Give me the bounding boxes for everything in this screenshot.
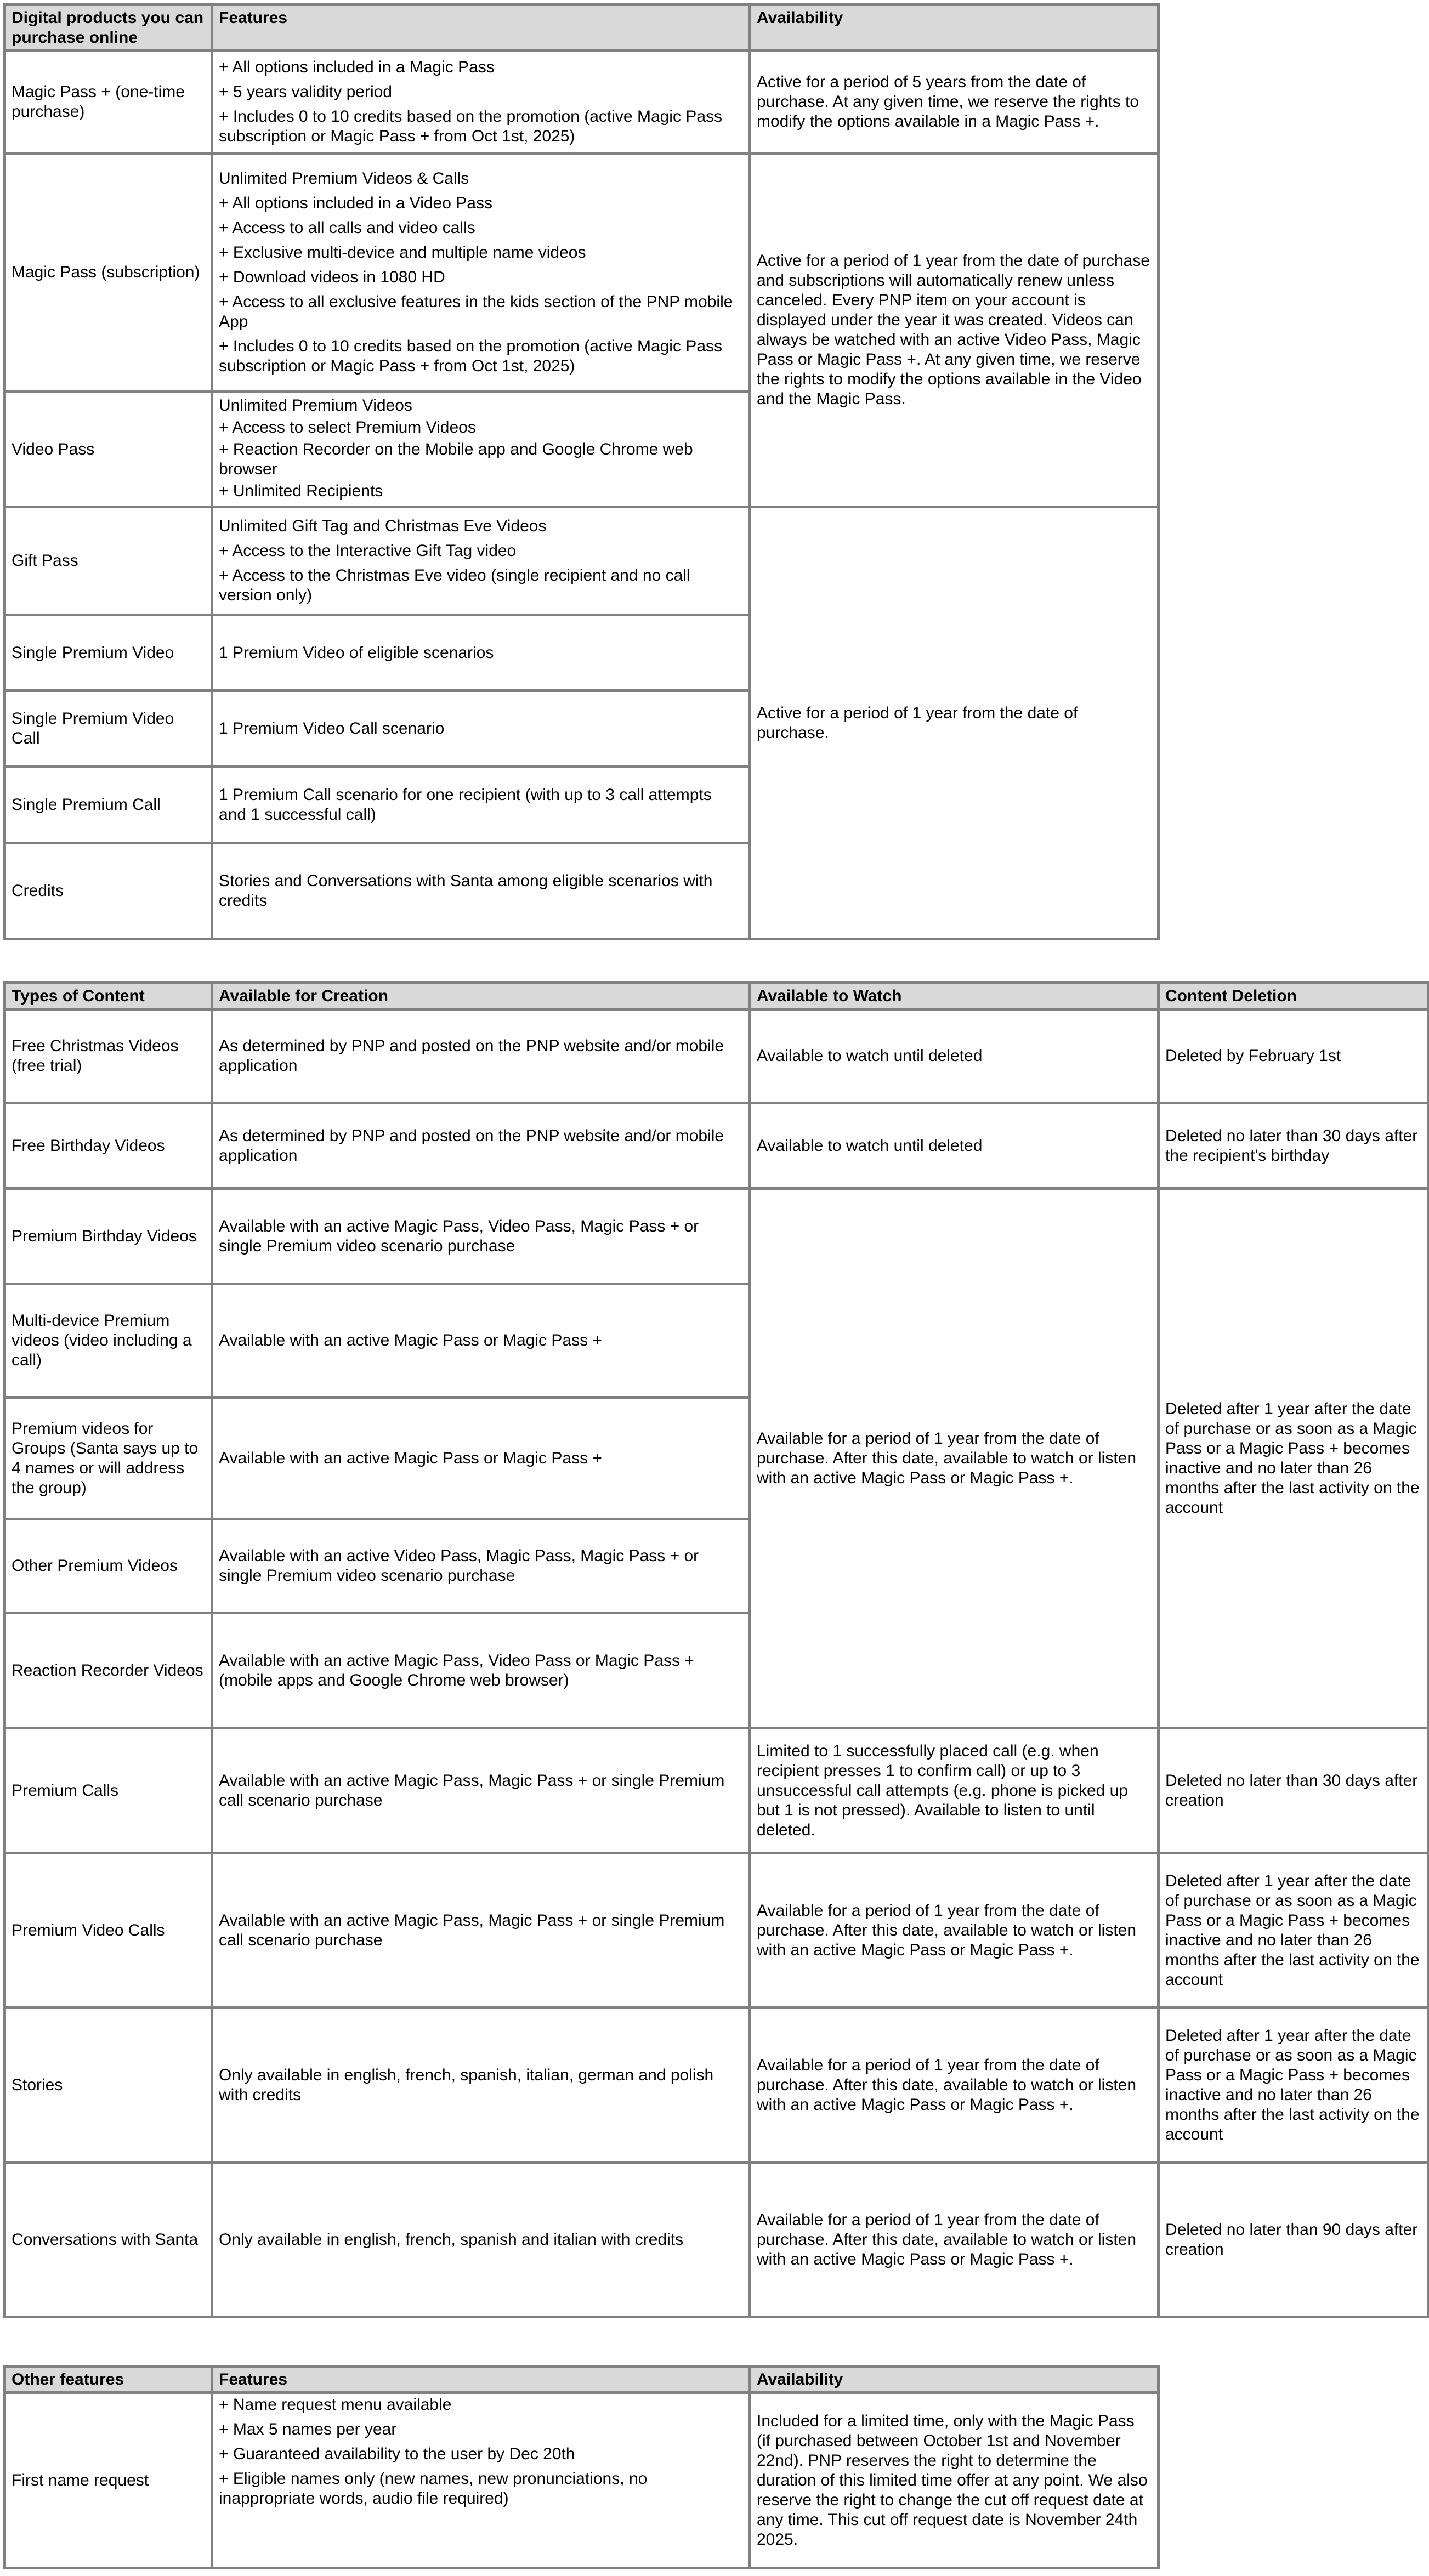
- watch-text: Available to watch until deleted: [750, 1103, 1159, 1189]
- creation-text: Available with an active Magic Pass, Magic Pass + or single Premium call scenario purchase: [212, 1853, 750, 2008]
- feature-item: Unlimited Premium Videos & Calls: [219, 169, 469, 188]
- feature-item: + Includes 0 to 10 credits based on the promotion (active Magic Pass subscription or Magic Pass + from Oct 1st, 2025): [219, 337, 723, 375]
- feature-text: 1 Premium Call scenario for one recipient (with up to 3 call attempts and 1 successful call): [212, 767, 750, 843]
- feature-list: [212, 50, 750, 154]
- feature-list: [212, 392, 750, 507]
- creation-text: As determined by PNP and posted on the PNP website and/or mobile application: [212, 1103, 750, 1189]
- deletion-text: Deleted after 1 year after the date of purchase or as soon as a Magic Pass or a Magic Pass + becomes inactive and no later than 26 months after the last activity on the account: [1159, 1853, 1428, 2008]
- deletion-text: Deleted no later than 30 days after the recipient's birthday: [1159, 1103, 1428, 1189]
- column-header-other-features: Other features: [5, 2367, 212, 2393]
- feature-list: [212, 154, 750, 392]
- feature-item: + Max 5 names per year: [219, 2420, 397, 2438]
- content-type: Stories: [5, 2008, 212, 2163]
- product-name: Single Premium Video Call: [5, 691, 212, 767]
- table-row: [5, 1103, 1428, 1189]
- product-name: Credits: [5, 843, 212, 939]
- feature-item: + Access to all calls and video calls: [219, 219, 475, 237]
- table-row: [5, 1853, 1428, 2008]
- content-type: Free Christmas Videos (free trial): [5, 1009, 212, 1103]
- watch-text: Available for a period of 1 year from the date of purchase. After this date, available to watch or listen with an active Magic Pass or Magic Pass +.: [750, 2008, 1159, 2163]
- content-type: Reaction Recorder Videos: [5, 1613, 212, 1728]
- table-row: [5, 2163, 1428, 2317]
- column-header-type: Types of Content: [5, 983, 212, 1009]
- deletion-text: Deleted after 1 year after the date of purchase or as soon as a Magic Pass or a Magic Pass + becomes inactive and no later than 26 months after the last activity on the account: [1159, 1189, 1428, 1728]
- feature-text: 1 Premium Video of eligible scenarios: [212, 615, 750, 691]
- content-type: Premium Calls: [5, 1728, 212, 1853]
- watch-text: Available for a period of 1 year from the date of purchase. After this date, available to watch or listen with an active Magic Pass or Magic Pass +.: [750, 1853, 1159, 2008]
- feature-text: Stories and Conversations with Santa among eligible scenarios with credits: [212, 843, 750, 939]
- creation-text: Available with an active Magic Pass or Magic Pass +: [212, 1398, 750, 1519]
- table-header-row: [5, 2367, 1159, 2393]
- content-type: Other Premium Videos: [5, 1519, 212, 1613]
- product-name: Video Pass: [5, 392, 212, 507]
- column-header-features: Features: [212, 2367, 750, 2393]
- content-type: Conversations with Santa: [5, 2163, 212, 2317]
- creation-text: Available with an active Magic Pass, Video Pass, Magic Pass + or single Premium video scenario purchase: [212, 1189, 750, 1284]
- digital-products-table: [3, 3, 1160, 940]
- creation-text: Available with an active Magic Pass or Magic Pass +: [212, 1284, 750, 1398]
- table-header-row: [5, 983, 1428, 1009]
- availability-text: Active for a period of 1 year from the date of purchase and subscriptions will automatically renew unless canceled. Every PNP item on your account is displayed under the year it was created. Videos can always be watched with an active Video Pass, Magic Pass or Magic Pass +. At any given time, we reserve the rights to modify the options available in the Video and the Magic Pass.: [750, 154, 1159, 507]
- feature-name: First name request: [5, 2393, 212, 2568]
- feature-item: + Name request menu available: [219, 2396, 452, 2414]
- table-row: [5, 507, 1159, 615]
- creation-text: As determined by PNP and posted on the PNP website and/or mobile application: [212, 1009, 750, 1103]
- product-name: Magic Pass + (one-time purchase): [5, 50, 212, 154]
- feature-text: 1 Premium Video Call scenario: [212, 691, 750, 767]
- table-row: [5, 1728, 1428, 1853]
- table-row: [5, 50, 1159, 154]
- availability-text: Active for a period of 5 years from the date of purchase. At any given time, we reserve the rights to modify the options available in a Magic Pass +.: [750, 50, 1159, 154]
- table-row: [5, 2008, 1428, 2163]
- feature-item: + 5 years validity period: [219, 82, 392, 101]
- feature-item: + Guaranteed availability to the user by Dec 20th: [219, 2445, 575, 2463]
- feature-item: + Download videos in 1080 HD: [219, 268, 445, 286]
- feature-list: [212, 507, 750, 615]
- column-header-features: Features: [212, 5, 750, 50]
- feature-item: + All options included in a Video Pass: [219, 194, 492, 212]
- creation-text: Available with an active Video Pass, Magic Pass, Magic Pass + or single Premium video scenario purchase: [212, 1519, 750, 1613]
- deletion-text: Deleted no later than 90 days after creation: [1159, 2163, 1428, 2317]
- feature-item: + Access to the Christmas Eve video (single recipient and no call version only): [219, 566, 690, 604]
- feature-item: + Access to all exclusive features in the kids section of the PNP mobile App: [219, 293, 733, 331]
- content-type: Free Birthday Videos: [5, 1103, 212, 1189]
- other-features-table: [3, 2365, 1160, 2569]
- table-header-row: [5, 5, 1159, 50]
- feature-item: + All options included in a Magic Pass: [219, 58, 495, 76]
- table-row: [5, 1009, 1428, 1103]
- feature-item: + Exclusive multi-device and multiple name videos: [219, 243, 586, 262]
- feature-list: [212, 2393, 750, 2568]
- feature-item: + Reaction Recorder on the Mobile app and Google Chrome web browser: [219, 440, 693, 478]
- availability-text: Active for a period of 1 year from the date of purchase.: [750, 507, 1159, 939]
- watch-text: Limited to 1 successfully placed call (e.g. when recipient presses 1 to confirm call) or up to 3 unsuccessful call attempts (e.g. phone is picked up but 1 is not pressed). Available to listen to until deleted.: [750, 1728, 1159, 1853]
- feature-item: + Eligible names only (new names, new pronunciations, no inappropriate words, audio file required): [219, 2470, 648, 2507]
- deletion-text: Deleted by February 1st: [1159, 1009, 1428, 1103]
- feature-item: Unlimited Premium Videos: [219, 396, 412, 415]
- content-type: Multi-device Premium videos (video including a call): [5, 1284, 212, 1398]
- creation-text: Only available in english, french, spanish, italian, german and polish with credits: [212, 2008, 750, 2163]
- product-name: Single Premium Video: [5, 615, 212, 691]
- feature-item: + Access to the Interactive Gift Tag video: [219, 542, 517, 560]
- column-header-deletion: Content Deletion: [1159, 983, 1428, 1009]
- creation-text: Available with an active Magic Pass, Magic Pass + or single Premium call scenario purchase: [212, 1728, 750, 1853]
- table-row: [5, 154, 1159, 392]
- content-type: Premium videos for Groups (Santa says up to 4 names or will address the group): [5, 1398, 212, 1519]
- watch-text: Available to watch until deleted: [750, 1009, 1159, 1103]
- product-name: Single Premium Call: [5, 767, 212, 843]
- feature-item: Unlimited Gift Tag and Christmas Eve Videos: [219, 517, 547, 535]
- watch-text: Available for a period of 1 year from the date of purchase. After this date, available to watch or listen with an active Magic Pass or Magic Pass +.: [750, 2163, 1159, 2317]
- content-types-table: [3, 981, 1429, 2318]
- column-header-availability: Availability: [750, 5, 1159, 50]
- availability-text: Included for a limited time, only with the Magic Pass (if purchased between October 1st and November 22nd). PNP reserves the right to determine the duration of this limited time offer at any point. We also reserve the right to change the cut off request date at any time. This cut off request date is November 24th 2025.: [750, 2393, 1159, 2568]
- column-header-watch: Available to Watch: [750, 983, 1159, 1009]
- product-name: Gift Pass: [5, 507, 212, 615]
- column-header-creation: Available for Creation: [212, 983, 750, 1009]
- content-type: Premium Video Calls: [5, 1853, 212, 2008]
- table-row: [5, 1189, 1428, 1284]
- product-name: Magic Pass (subscription): [5, 154, 212, 392]
- creation-text: Only available in english, french, spanish and italian with credits: [212, 2163, 750, 2317]
- feature-item: + Access to select Premium Videos: [219, 418, 476, 436]
- table-row: [5, 2393, 1159, 2568]
- creation-text: Available with an active Magic Pass, Video Pass or Magic Pass + (mobile apps and Google Chrome web browser): [212, 1613, 750, 1728]
- watch-text: Available for a period of 1 year from the date of purchase. After this date, available to watch or listen with an active Magic Pass or Magic Pass +.: [750, 1189, 1159, 1728]
- column-header-availability: Availability: [750, 2367, 1159, 2393]
- content-type: Premium Birthday Videos: [5, 1189, 212, 1284]
- deletion-text: Deleted after 1 year after the date of purchase or as soon as a Magic Pass or a Magic Pass + becomes inactive and no later than 26 months after the last activity on the account: [1159, 2008, 1428, 2163]
- feature-item: + Unlimited Recipients: [219, 481, 383, 500]
- column-header-product: Digital products you can purchase online: [5, 5, 212, 50]
- feature-item: + Includes 0 to 10 credits based on the promotion (active Magic Pass subscription or Magic Pass + from Oct 1st, 2025): [219, 107, 723, 145]
- deletion-text: Deleted no later than 30 days after creation: [1159, 1728, 1428, 1853]
